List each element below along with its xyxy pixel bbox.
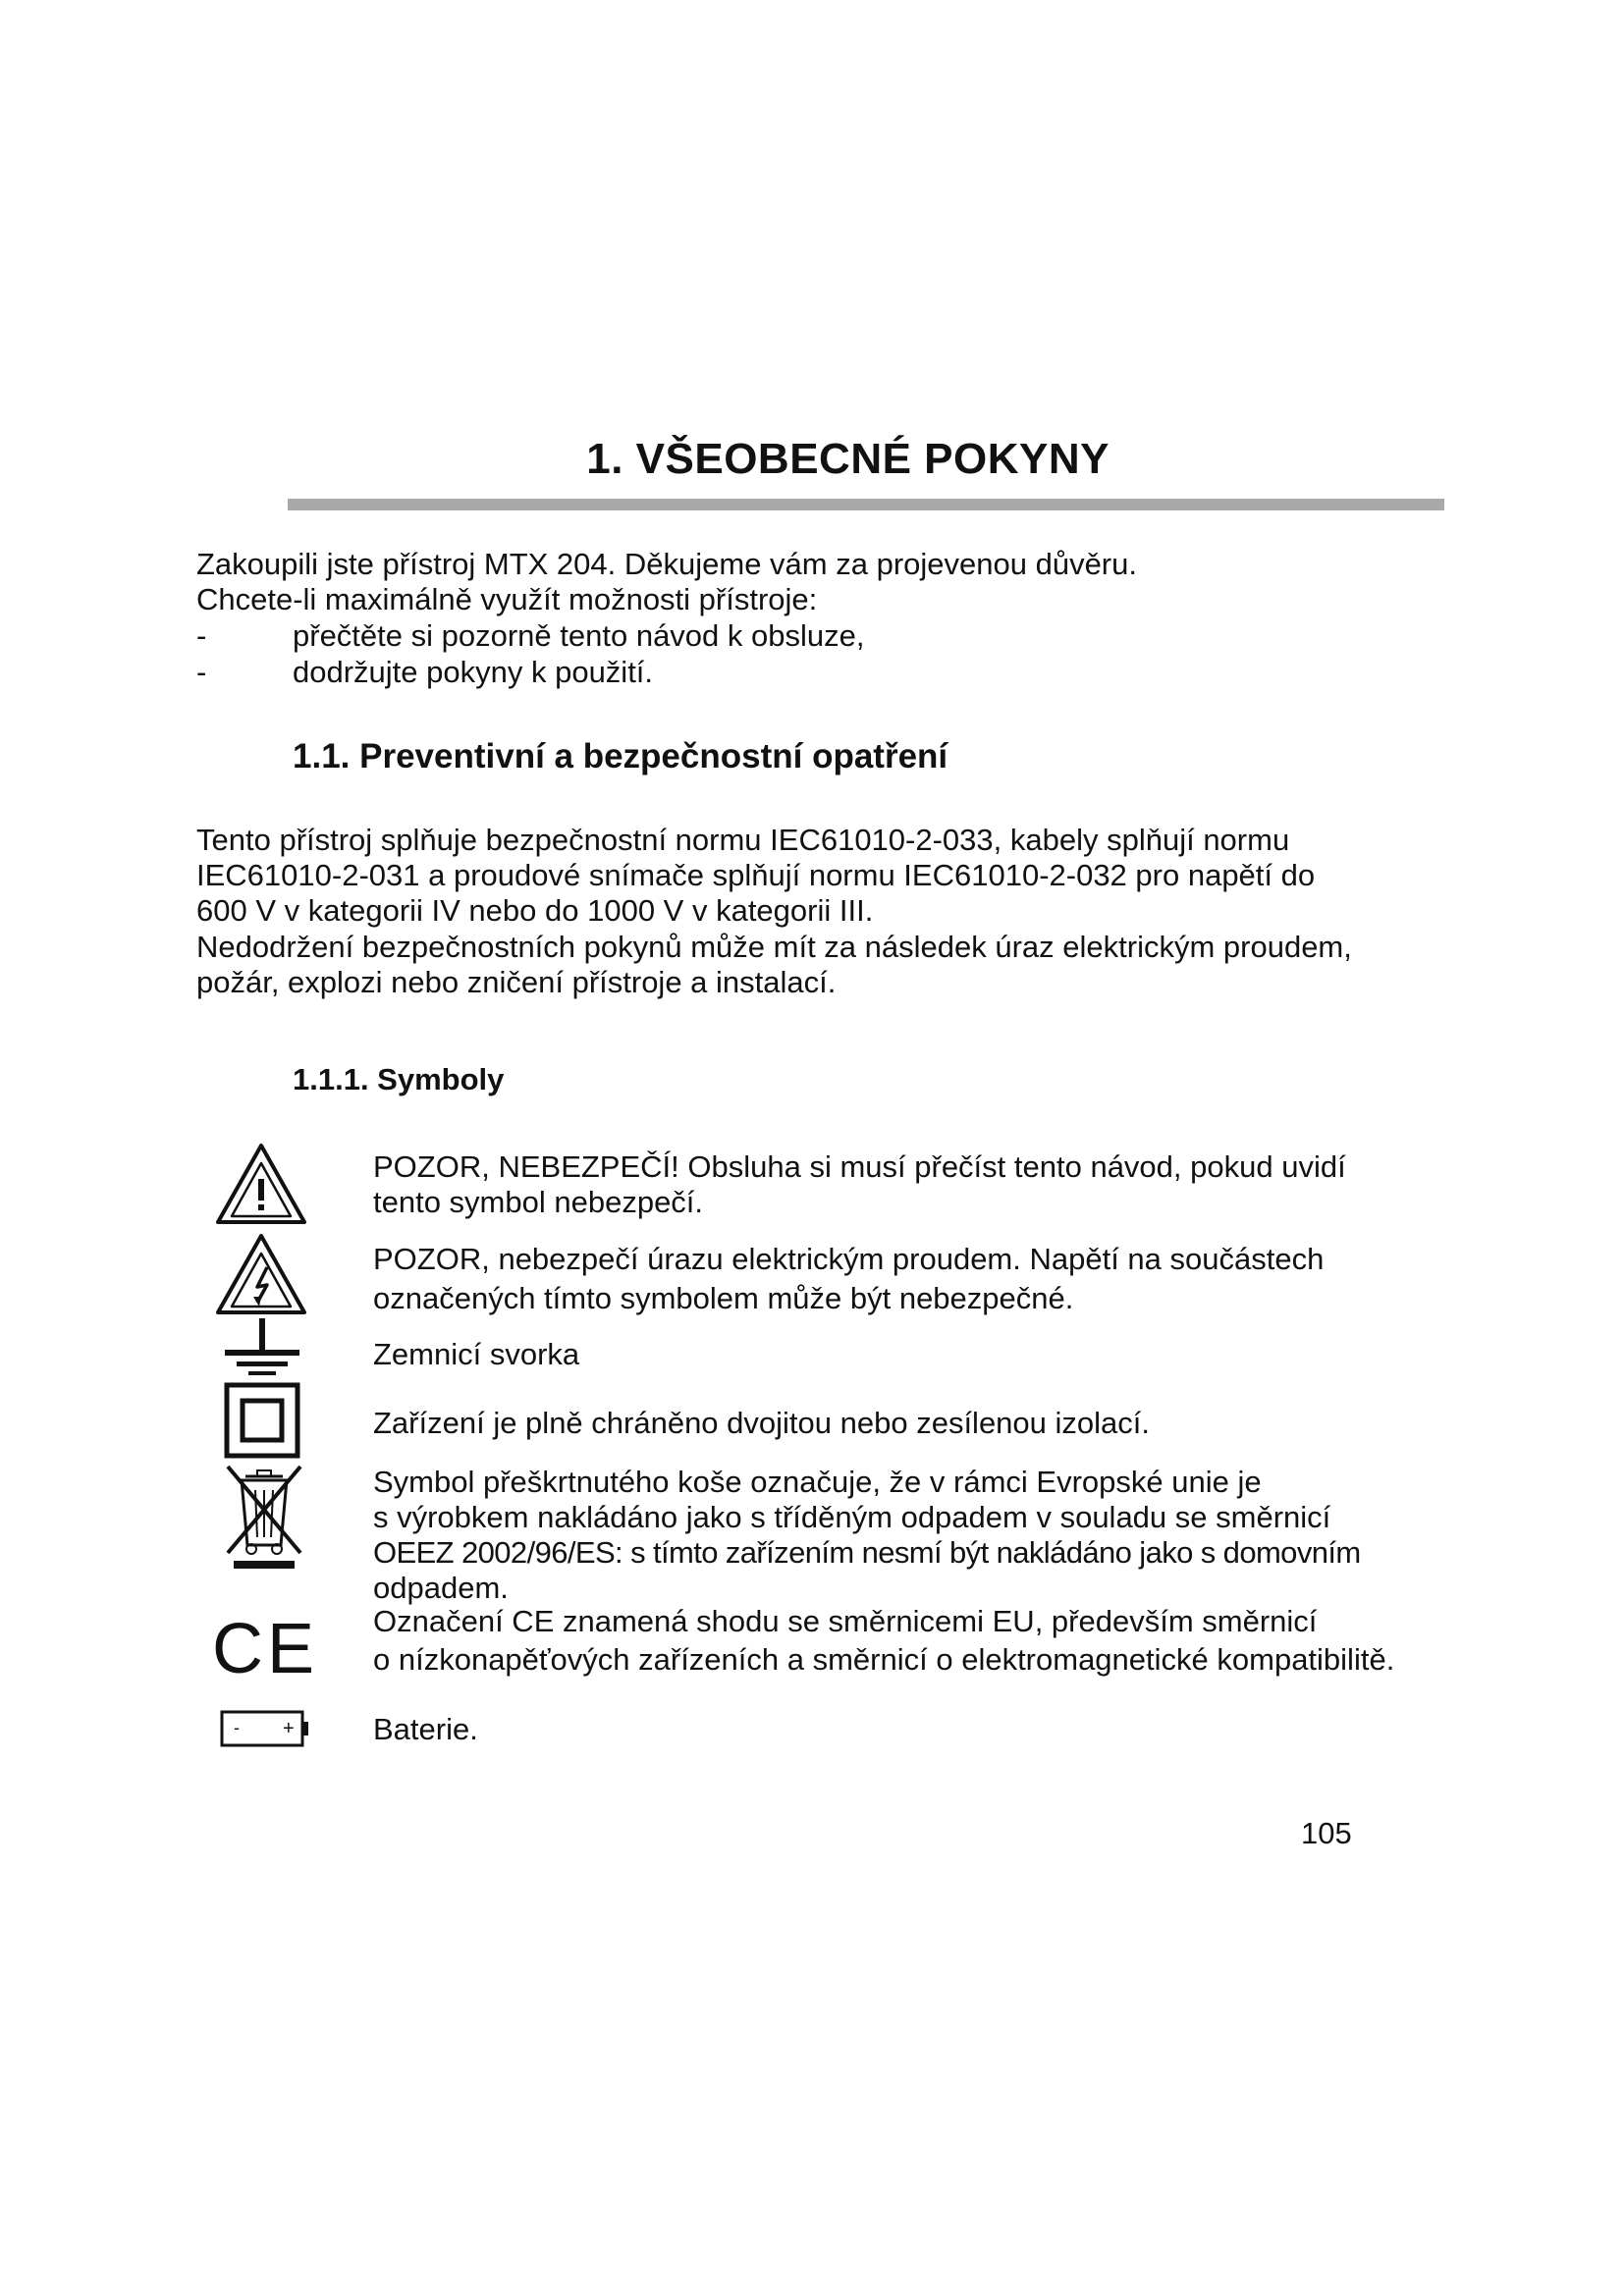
symbol-desc-bin-line-3: OEEZ 2002/96/ES: s tímto zařízením nesmí být nakládáno jako s domovním	[373, 1535, 1361, 1570]
page-number: 105	[1301, 1816, 1352, 1850]
double-insulation-icon	[224, 1382, 300, 1459]
section-line-5: požár, explozi nebo zničení přístroje a instalací.	[196, 965, 837, 999]
bullet-item-follow-instructions: dodržujte pokyny k použití.	[293, 655, 654, 689]
intro-line-1: Zakoupili jste přístroj MTX 204. Děkujeme vám za projevenou důvěru.	[196, 547, 1137, 581]
intro-line-2: Chcete-li maximálně využít možnosti přístroje:	[196, 582, 818, 616]
ce-mark-icon	[211, 1610, 319, 1688]
symbol-desc-bin-line-2: s výrobkem nakládáno jako s tříděným odpadem v souladu se směrnicí	[373, 1500, 1331, 1534]
bullet-marker: -	[196, 655, 207, 689]
symbol-desc-ce-line-1: Označení CE znamená shodu se směrnicemi EU, především směrnicí	[373, 1604, 1318, 1638]
section-line-2: IEC61010-2-031 a proudové snímače splňují normu IEC61010-2-032 pro napětí do	[196, 858, 1316, 892]
symbol-desc-electric-line-2: označených tímto symbolem může být nebezpečné.	[373, 1281, 1074, 1315]
section-line-4: Nedodržení bezpečnostních pokynů může mít za následek úraz elektrickým proudem,	[196, 930, 1352, 964]
symbol-desc-ground: Zemnicí svorka	[373, 1337, 580, 1371]
symbol-desc-electric-line-1: POZOR, nebezpečí úrazu elektrickým proudem. Napětí na součástech	[373, 1242, 1325, 1276]
page-title: 1. VŠEOBECNÉ POKYNY	[586, 435, 1110, 483]
section-line-1: Tento přístroj splňuje bezpečnostní normu IEC61010-2-033, kabely splňují normu	[196, 823, 1290, 857]
bullet-item-read-manual: přečtěte si pozorně tento návod k obsluze,	[293, 618, 865, 653]
ce-mark-text: CE	[211, 1610, 319, 1688]
symbol-desc-ce-line-2: o nízkonapěťových zařízeních a směrnicí o elektromagnetické kompatibilitě.	[373, 1642, 1395, 1677]
title-underline	[288, 499, 1444, 510]
warning-triangle-icon	[214, 1142, 308, 1226]
symbol-desc-insulation: Zařízení je plně chráněno dvojitou nebo zesílenou izolací.	[373, 1406, 1150, 1440]
section-title: 1.1. Preventivní a bezpečnostní opatření	[293, 737, 948, 775]
battery-plus-sign: +	[283, 1718, 295, 1739]
section-line-3: 600 V v kategorii IV nebo do 1000 V v kategorii III.	[196, 893, 874, 928]
symbol-desc-bin-line-1: Symbol přeškrtnutého koše označuje, že v rámci Evropské unie je	[373, 1465, 1262, 1499]
crossed-bin-icon	[224, 1463, 304, 1571]
bullet-marker: -	[196, 618, 207, 653]
battery-icon	[218, 1706, 312, 1751]
ground-terminal-icon	[221, 1318, 303, 1377]
symbol-desc-warning-line-1: POZOR, NEBEZPEČÍ! Obsluha si musí přečíst tento návod, pokud uvidí	[373, 1149, 1346, 1184]
symbol-desc-battery: Baterie.	[373, 1712, 478, 1746]
electric-hazard-icon	[214, 1232, 308, 1316]
battery-minus-sign: -	[234, 1718, 240, 1737]
subsection-title: 1.1.1. Symboly	[293, 1062, 505, 1096]
symbol-desc-warning-line-2: tento symbol nebezpečí.	[373, 1185, 704, 1219]
symbol-desc-bin-line-4: odpadem.	[373, 1571, 509, 1605]
